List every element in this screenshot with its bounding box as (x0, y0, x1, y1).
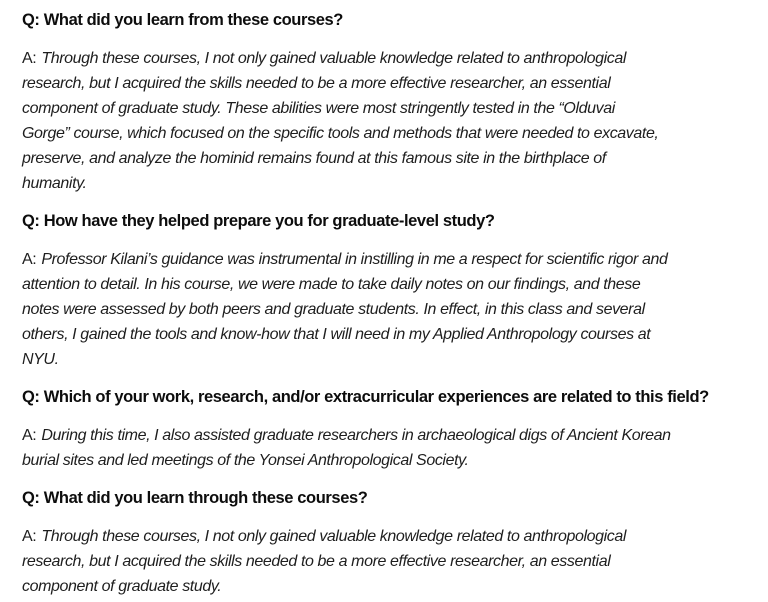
qa-block (22, 385, 768, 473)
answer-line-text: Professor Kilani’s guidance was instrumental in instilling in me a respect for scientific rigor and (41, 251, 668, 268)
answer-prefix: A: (22, 427, 37, 444)
qa-block (22, 209, 768, 372)
question-text: Q: What did you learn through these courses? (22, 489, 368, 507)
answer-line: humanity. (22, 175, 87, 192)
answer-line-text: Through these courses, I not only gained valuable knowledge related to anthropological (41, 528, 627, 545)
answer-line (22, 524, 768, 549)
answer-line (22, 423, 768, 448)
answer-line (22, 247, 768, 272)
answer-line-text: During this time, I also assisted graduate researchers in archaeological digs of Ancient Korean (41, 427, 671, 444)
answer-line: preserve, and analyze the hominid remains found at this famous site in the birthplace of (22, 150, 606, 167)
answer-paragraph (22, 247, 768, 372)
answer-line: Gorge” course, which focused on the specific tools and methods that were needed to excavate, (22, 125, 659, 142)
qa-block (22, 486, 768, 599)
question-text: Q: How have they helped prepare you for graduate-level study? (22, 212, 495, 230)
answer-line: others, I gained the tools and know-how that I will need in my Applied Anthropology courses at (22, 326, 651, 343)
answer-paragraph (22, 46, 768, 196)
answer-line: component of graduate study. These abilities were most stringently tested in the “Olduvai (22, 100, 615, 117)
answer-paragraph (22, 524, 768, 599)
answer-line (22, 46, 768, 71)
answer-line: attention to detail. In his course, we were made to take daily notes on our findings, and these (22, 276, 641, 293)
answer-line: NYU. (22, 351, 59, 368)
qa-block (22, 8, 768, 196)
answer-line: research, but I acquired the skills needed to be a more effective researcher, an essential (22, 75, 611, 92)
answer-line: burial sites and led meetings of the Yonsei Anthropological Society. (22, 452, 469, 469)
question-text: Q: Which of your work, research, and/or extracurricular experiences are related to this field? (22, 388, 709, 406)
answer-line: research, but I acquired the skills needed to be a more effective researcher, an essential (22, 553, 611, 570)
answer-paragraph (22, 423, 768, 473)
question-text: Q: What did you learn from these courses? (22, 11, 343, 29)
answer-prefix: A: (22, 251, 37, 268)
answer-line: component of graduate study. (22, 578, 222, 595)
answer-prefix: A: (22, 528, 37, 545)
answer-prefix: A: (22, 50, 37, 67)
answer-line-text: Through these courses, I not only gained valuable knowledge related to anthropological (41, 50, 627, 67)
answer-line: notes were assessed by both peers and graduate students. In effect, in this class and several (22, 301, 645, 318)
